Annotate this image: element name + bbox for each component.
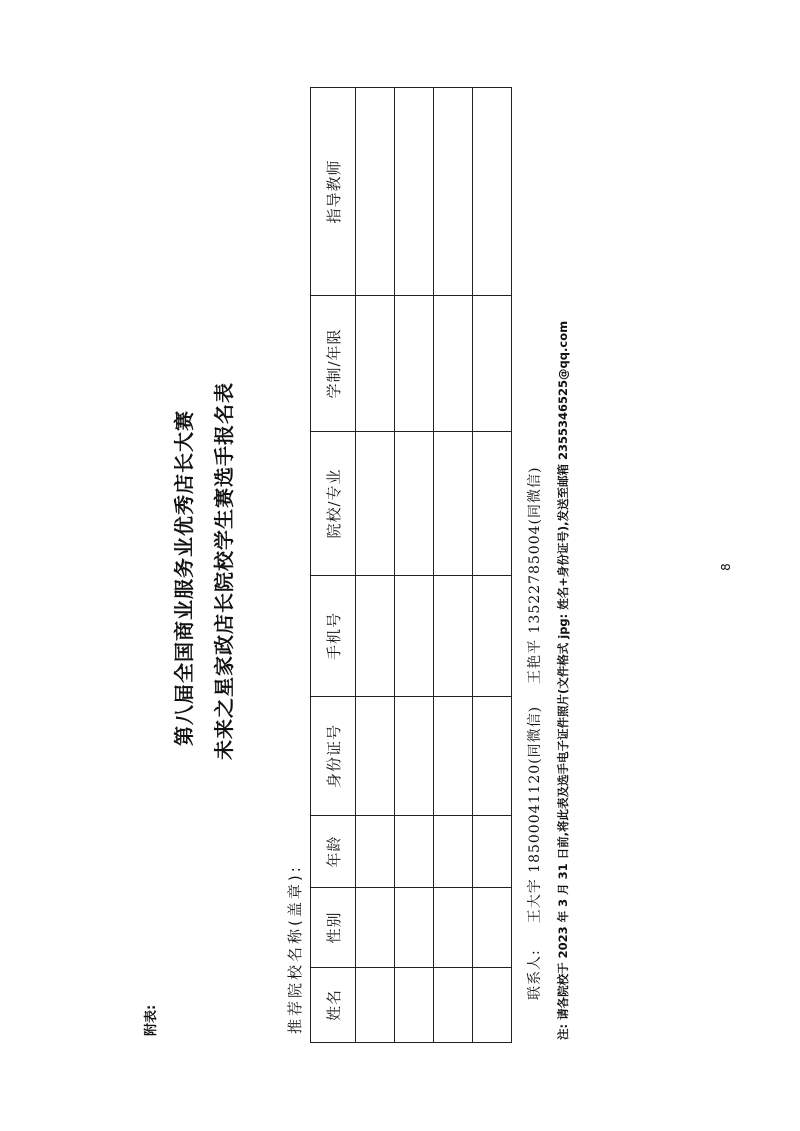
page-number: 8 [718, 563, 733, 571]
table-cell [434, 576, 473, 697]
table-cell [473, 968, 512, 1043]
table-cell [356, 968, 395, 1043]
table-row [395, 88, 434, 1043]
table-cell [356, 88, 395, 296]
table-cell [473, 888, 512, 968]
submission-note: 注: 请各院校于 2023 年 3 月 31 日前,将此表及选手电子证件照片(文件格式 jpg: 姓名+身份证号),发送至邮箱 2355346525@qq.com [556, 320, 570, 1040]
table-cell [356, 432, 395, 576]
table-cell [356, 697, 395, 816]
form-title-line-2: 未来之星家政店长院校学生赛选手报名表 [212, 382, 236, 760]
table-cell [473, 576, 512, 697]
contact-line [524, 467, 544, 1000]
table-cell [395, 88, 434, 296]
recommending-school-label: 推荐院校名称(盖章): [286, 864, 304, 1034]
registration-table [310, 87, 512, 1043]
table-cell [434, 968, 473, 1043]
header-age: 年龄 [311, 816, 356, 888]
table-row [434, 88, 473, 1043]
registration-table-wrapper [310, 87, 512, 1043]
table-cell [473, 296, 512, 432]
form-title-line-1: 第八届全国商业服务业优秀店长大赛 [172, 410, 196, 746]
table-cell [356, 576, 395, 697]
header-gender: 性别 [311, 888, 356, 968]
header-advisor: 指导教师 [311, 88, 356, 296]
table-cell [356, 816, 395, 888]
table-cell [356, 296, 395, 432]
table-cell [356, 888, 395, 968]
table-cell [473, 816, 512, 888]
table-cell [395, 968, 434, 1043]
table-row [473, 88, 512, 1043]
table-row [356, 88, 395, 1043]
table-cell [395, 296, 434, 432]
table-cell [395, 432, 434, 576]
contact-person-1: 王大宇 18500041120(同微信) [527, 705, 543, 924]
table-cell [473, 432, 512, 576]
header-phone: 手机号 [311, 576, 356, 697]
table-cell [434, 88, 473, 296]
header-program-length: 学制/年限 [311, 296, 356, 432]
annex-label: 附表: [144, 1004, 159, 1036]
table-cell [473, 697, 512, 816]
table-cell [395, 888, 434, 968]
header-id-number: 身份证号 [311, 697, 356, 816]
table-cell [434, 697, 473, 816]
header-name: 姓名 [311, 968, 356, 1043]
table-cell [395, 816, 434, 888]
table-cell [434, 432, 473, 576]
table-cell [434, 296, 473, 432]
contact-label: 联系人: [527, 949, 543, 1000]
table-header-row [311, 88, 356, 1043]
table-cell [473, 88, 512, 296]
header-school-major: 院校/专业 [311, 432, 356, 576]
table-cell [434, 816, 473, 888]
table-cell [395, 576, 434, 697]
contact-person-2: 王艳平 13522785004(同微信) [527, 466, 543, 684]
table-cell [434, 888, 473, 968]
table-cell [395, 697, 434, 816]
